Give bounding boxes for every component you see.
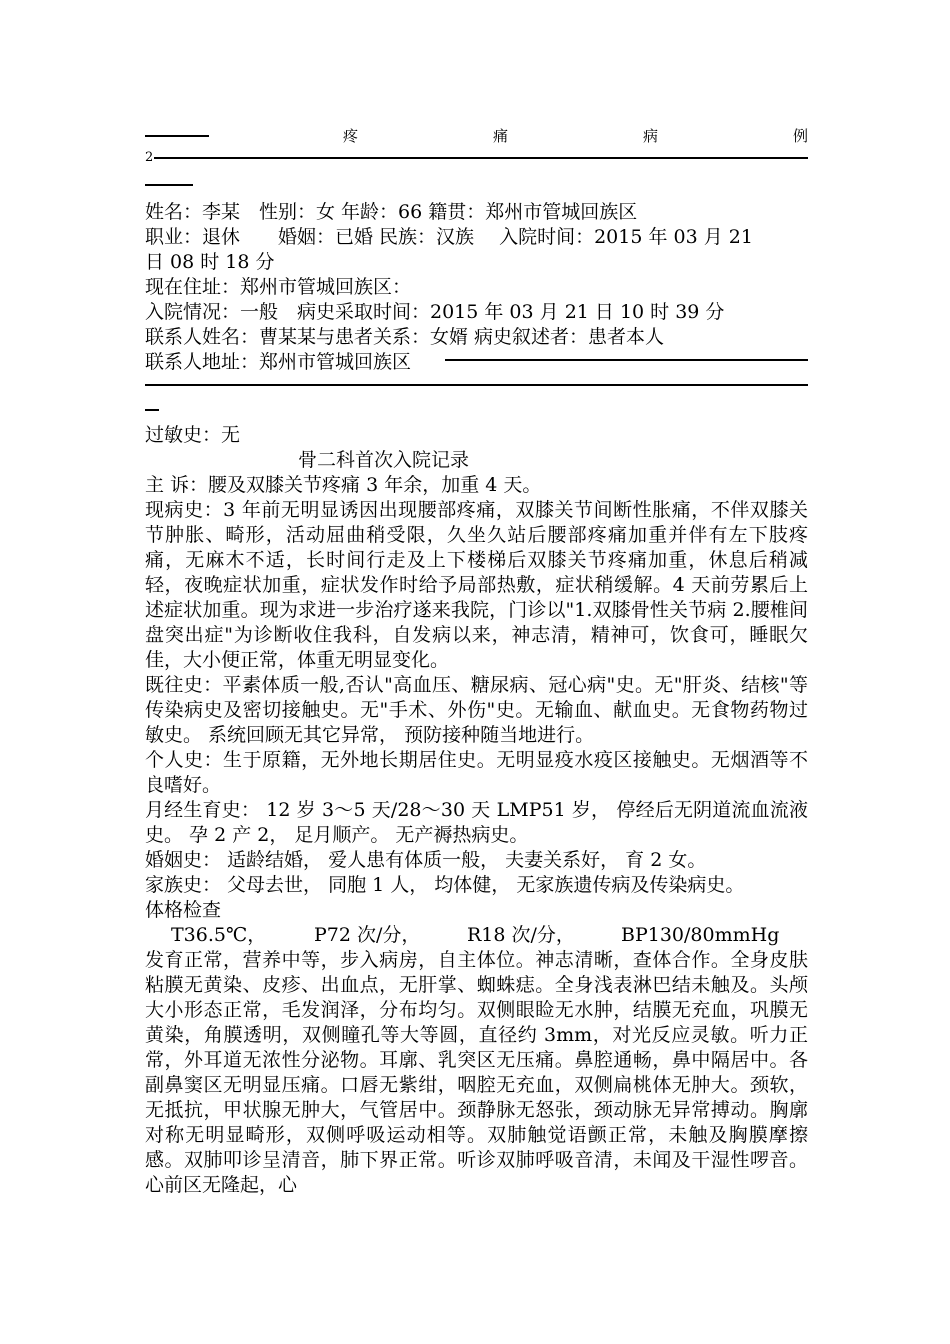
family-history: 家族史： 父母去世， 同胞 1 人， 均体健， 无家族遗传病及传染病史。 <box>145 874 745 896</box>
vital-temperature: T36.5℃， <box>171 924 267 946</box>
physical-exam: 发育正常，营养中等，步入病房，自主体位。神志清晰，查体合作。全身皮肤粘膜无黄染、皮疹、出血点，无肝掌、蜘蛛痣。全身浅表淋巴结未触及。头颅大小形态正常，毛发润泽，分布均匀。双侧眼睑无水肿，结膜无充血，巩膜无黄染，角膜透明，双侧瞳孔等大等圆，直径约 3mm，对光反应灵敏。听力正常，外耳道无浓性分泌物。耳廓、乳突区无压痛。鼻腔通畅，鼻中隔居中。各副鼻窦区无明显压痛。口唇无紫绀，咽腔无充血，双侧扁桃体无肿大。颈软，无抵抗，甲状腺无肿大，气管居中。颈静脉无怒张，颈动脉无异常搏动。胸廓对称无明显畸形，双侧呼吸运动相等。双肺触觉语颤正常，未触及胸膜摩擦感。双肺叩诊呈清音，肺下界正常。听诊双肺呼吸音清，未闻及干湿性啰音。心前区无隆起，心 <box>145 949 808 1196</box>
page-number: 2 <box>145 150 154 165</box>
allergy-history: 过敏史：无 <box>145 424 241 446</box>
vital-pulse: P72 次/分， <box>314 924 421 946</box>
header-rule-tail <box>145 184 193 186</box>
header-title-row <box>145 125 808 147</box>
marital-history: 婚姻史： 适龄结婚， 爱人患有体质一般， 夫妻关系好， 育 2 女。 <box>145 849 707 871</box>
info-line: 入院情况：一般 病史采取时间：2015 年 03 月 21 日 10 时 39 分 <box>145 301 725 323</box>
menstrual-history: 月经生育史： 12 岁 3～5 天/28～30 天 LMP51 岁， 停经后无阴道流血流液史。 孕 2 产 2， 足月顺产。 无产褥热病史。 <box>145 799 808 846</box>
chief-complaint: 主 诉：腰及双膝关节疼痛 3 年余，加重 4 天。 <box>145 474 542 496</box>
header-title-char: 痛 <box>492 127 508 145</box>
info-line: 日 08 时 18 分 <box>145 251 275 273</box>
info-line: 联系人姓名：曹某某与患者关系：女婿 病史叙述者：患者本人 <box>145 326 665 348</box>
vital-respiration: R18 次/分， <box>467 924 575 946</box>
patient-info <box>145 200 808 375</box>
past-history: 既往史：平素体质一般,否认"高血压、糖尿病、冠心病"史。无"肝炎、结核"等传染病史及密切接触史。无"手术、外伤"史。无输血、献血史。无食物药物过敏史。 系统回顾无其它异常， 预防接种随当地进行。 <box>145 674 808 746</box>
header-rule-long <box>154 157 808 159</box>
present-illness: 现病史：3 年前无明显诱因出现腰部疼痛，双膝关节间断性胀痛，不伴双膝关节肿胀、畸形，活动屈曲稍受限，久坐久站后腰部疼痛加重并伴有左下肢疼痛，无麻木不适，长时间行走及上下楼梯后双膝关节疼痛加重，休息后稍减轻，夜晚症状加重，症状发作时给予局部热敷，症状稍缓解。4 天前劳累后上述症状加重。现为求进一步治疗遂来我院，门诊以"1.双膝骨性关节病 2.腰椎间盘突出症"为诊断收住我科，自发病以来，神志清，精神可，饮食可，睡眠欠佳，大小便正常，体重无明显变化。 <box>145 499 808 671</box>
header-title <box>343 125 808 147</box>
info-line: 姓名：李某 性别：女 年龄：66 籍贯：郑州市管城回族区 <box>145 201 638 223</box>
separator-rule <box>445 359 808 361</box>
vital-signs <box>145 923 808 948</box>
separator-rule <box>145 409 159 411</box>
vital-blood-pressure: BP130/80mmHg <box>621 924 780 946</box>
header-title-char: 病 <box>642 127 658 145</box>
separator-rule <box>145 384 808 386</box>
info-line: 联系人地址：郑州市管城回族区 <box>145 351 412 373</box>
personal-history: 个人史：生于原籍，无外地长期居住史。无明显疫水疫区接触史。无烟酒等不良嗜好。 <box>145 749 808 796</box>
header-title-char: 疼 <box>343 127 359 145</box>
info-line: 现在住址：郑州市管城回族区： <box>145 276 412 298</box>
header-title-char: 例 <box>792 127 808 145</box>
record-title: 骨二科首次入院记录 <box>298 449 470 471</box>
header-rule-short <box>145 135 209 137</box>
exam-heading: 体格检查 <box>145 899 222 921</box>
admission-record <box>145 423 808 1198</box>
info-line: 职业：退休 婚姻：已婚 民族：汉族 入院时间：2015 年 03 月 21 <box>145 226 753 248</box>
